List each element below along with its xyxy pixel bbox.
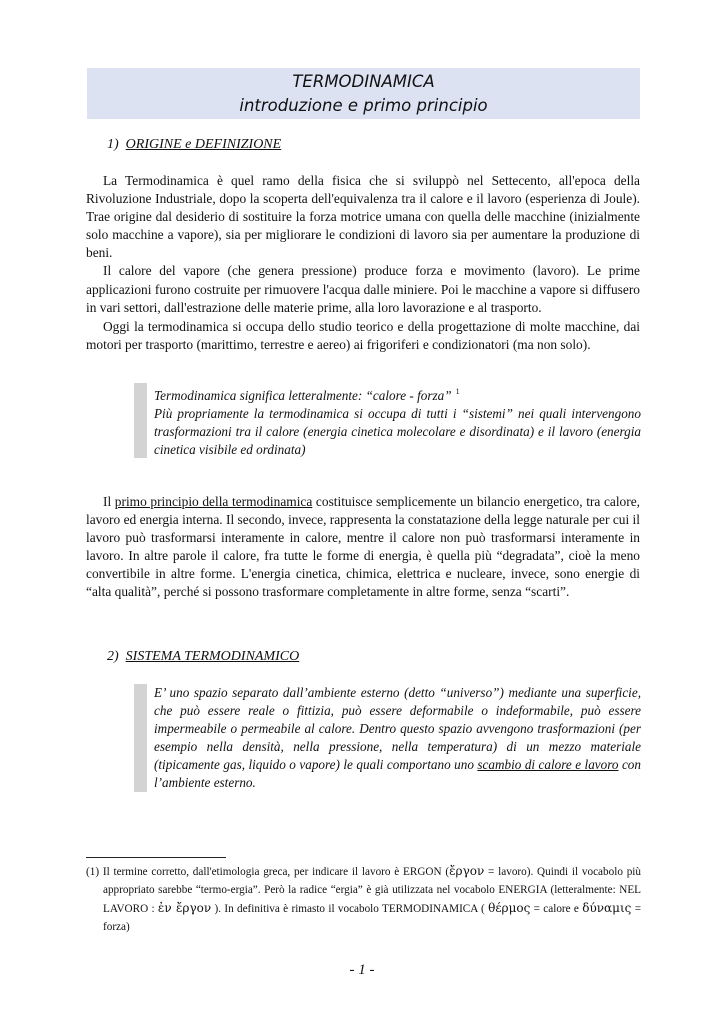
paragraph-origin: La Termodinamica è quel ramo della fisica che si sviluppò nel Settecento, all'epoca della Rivoluzione Industriale, dopo la scoperta dell'equivalenza tra il calore e il lavoro (esperienza di Joule). Trae origine dal desiderio di sostituire la forza motrice umana con quella delle macchine (inizialmente solo macchine a vapore), sia per migliorare le condizioni di lavoro sia per aumentare la produzione di beni. (86, 173, 640, 261)
section-2-number: 2) (107, 649, 119, 664)
definition-quote (134, 383, 641, 458)
page-title: TERMODINAMICA (292, 72, 435, 91)
greek-ergon: ἔργον (449, 864, 485, 878)
heat-work-exchange-link[interactable]: scambio di calore e lavoro (477, 757, 619, 773)
section-1-number: 1) (107, 137, 119, 152)
first-principle-link[interactable]: primo principio della termodinamica (114, 494, 313, 509)
section-1-heading (107, 136, 281, 154)
footnote-text: (1) Il termine corretto, dall'etimologia greca, per indicare il lavoro è ERGON (ἔργον = lavoro). Quindi il vocabolo più appropriato sarebbe “termo-ergia”. Però la radice “ergia” è già utilizzata nel vocabolo ENERGIA (letteralmente: NEL LAVORO : ἐν ἔργον ). In definitiva è rimasto il vocabolo TERMODINAMICA ( θέρμος = calore e δύναμις = forza) (86, 864, 642, 933)
footnote-ref[interactable]: 1 (455, 387, 460, 396)
section-1-body (86, 172, 640, 317)
section-1-title: ORIGINE e DEFINIZIONE (125, 137, 282, 152)
paragraph-steam: Il calore del vapore (che genera pressione) produce forza e movimento (lavoro). Le prime applicazioni furono costruite per rimuovere l'acqua dalle miniere. Poi le macchine a vapore si diffusero in vari settori, dall'estrazione delle materie prime, alla loro lavorazione e al trasporto. (86, 263, 640, 315)
quote-first-line: Termodinamica significa letteralmente: “calore - forza” $^1$ (154, 387, 460, 403)
footnote-marker: (1) (86, 866, 100, 878)
section-1-body-3 (86, 493, 640, 602)
greek-dynamis: δύναμις (582, 901, 632, 915)
title-box (87, 68, 640, 119)
system-quote (134, 684, 641, 792)
page-number: - 1 - (349, 962, 375, 978)
paragraph-today: Oggi la termodinamica si occupa dello studio teorico e della progettazione di molte macchine, dai motori per trasporto (marittimo, terrestre e aereo) ai frigoriferi e condizionatori (ma non solo). (86, 319, 640, 353)
section-2-title: SISTEMA TERMODINAMICO (125, 649, 300, 664)
section-1-body-2 (86, 318, 640, 354)
system-definition: E’ uno spazio separato dall’ambiente esterno (detto “universo”) mediante una superficie, che può essere reale o fittizia, può essere deformabile o indeformabile, può essere impermeabile o permeabile al calore. Dentro questo spazio avvengono trasformazioni (per esempio nella densità, nella pressione, nella temperatura) di un mezzo materiale (tipicamente gas, liquido o vapore) le quali comportano uno scambio di calore e lavoro con l’ambiente esterno. (154, 685, 641, 791)
quote-bar (134, 684, 147, 792)
greek-en-ergon: ἐν ἔργον (157, 901, 212, 915)
footnote (86, 862, 641, 936)
paragraph-first-principle: Il primo principio della termodinamica costituisce semplicemente un bilancio energetico, tra calore, lavoro ed energia interna. Il secondo, invece, rappresenta la constatazione della legge naturale per cui il lavoro può trasformarsi interamente in calore, mentre il calore non può trasformarsi interamente in lavoro. In altre parole il calore, fra tutte le forme di energia, è quella più “degradata”, cioè la meno convertibile in altre forme. L'energia cinetica, chimica, elettrica e nucleare, invece, sono energie di “alta qualità”, perché si possono trasformare completamente in altre forme, senza “scarti”. (86, 494, 640, 600)
quote-rest: Più propriamente la termodinamica si occupa di tutti i “sistemi” nei quali intervengono trasformazioni tra il calore (energia cinetica molecolare e disordinata) e il lavoro (energia cinetica visibile ed ordinata) (154, 406, 641, 458)
quote-bar (134, 383, 147, 458)
section-2-heading (107, 648, 299, 666)
greek-thermos: θέρμος (488, 901, 531, 915)
page-subtitle: introduzione e primo principio (239, 96, 488, 115)
footnote-divider (86, 857, 226, 858)
